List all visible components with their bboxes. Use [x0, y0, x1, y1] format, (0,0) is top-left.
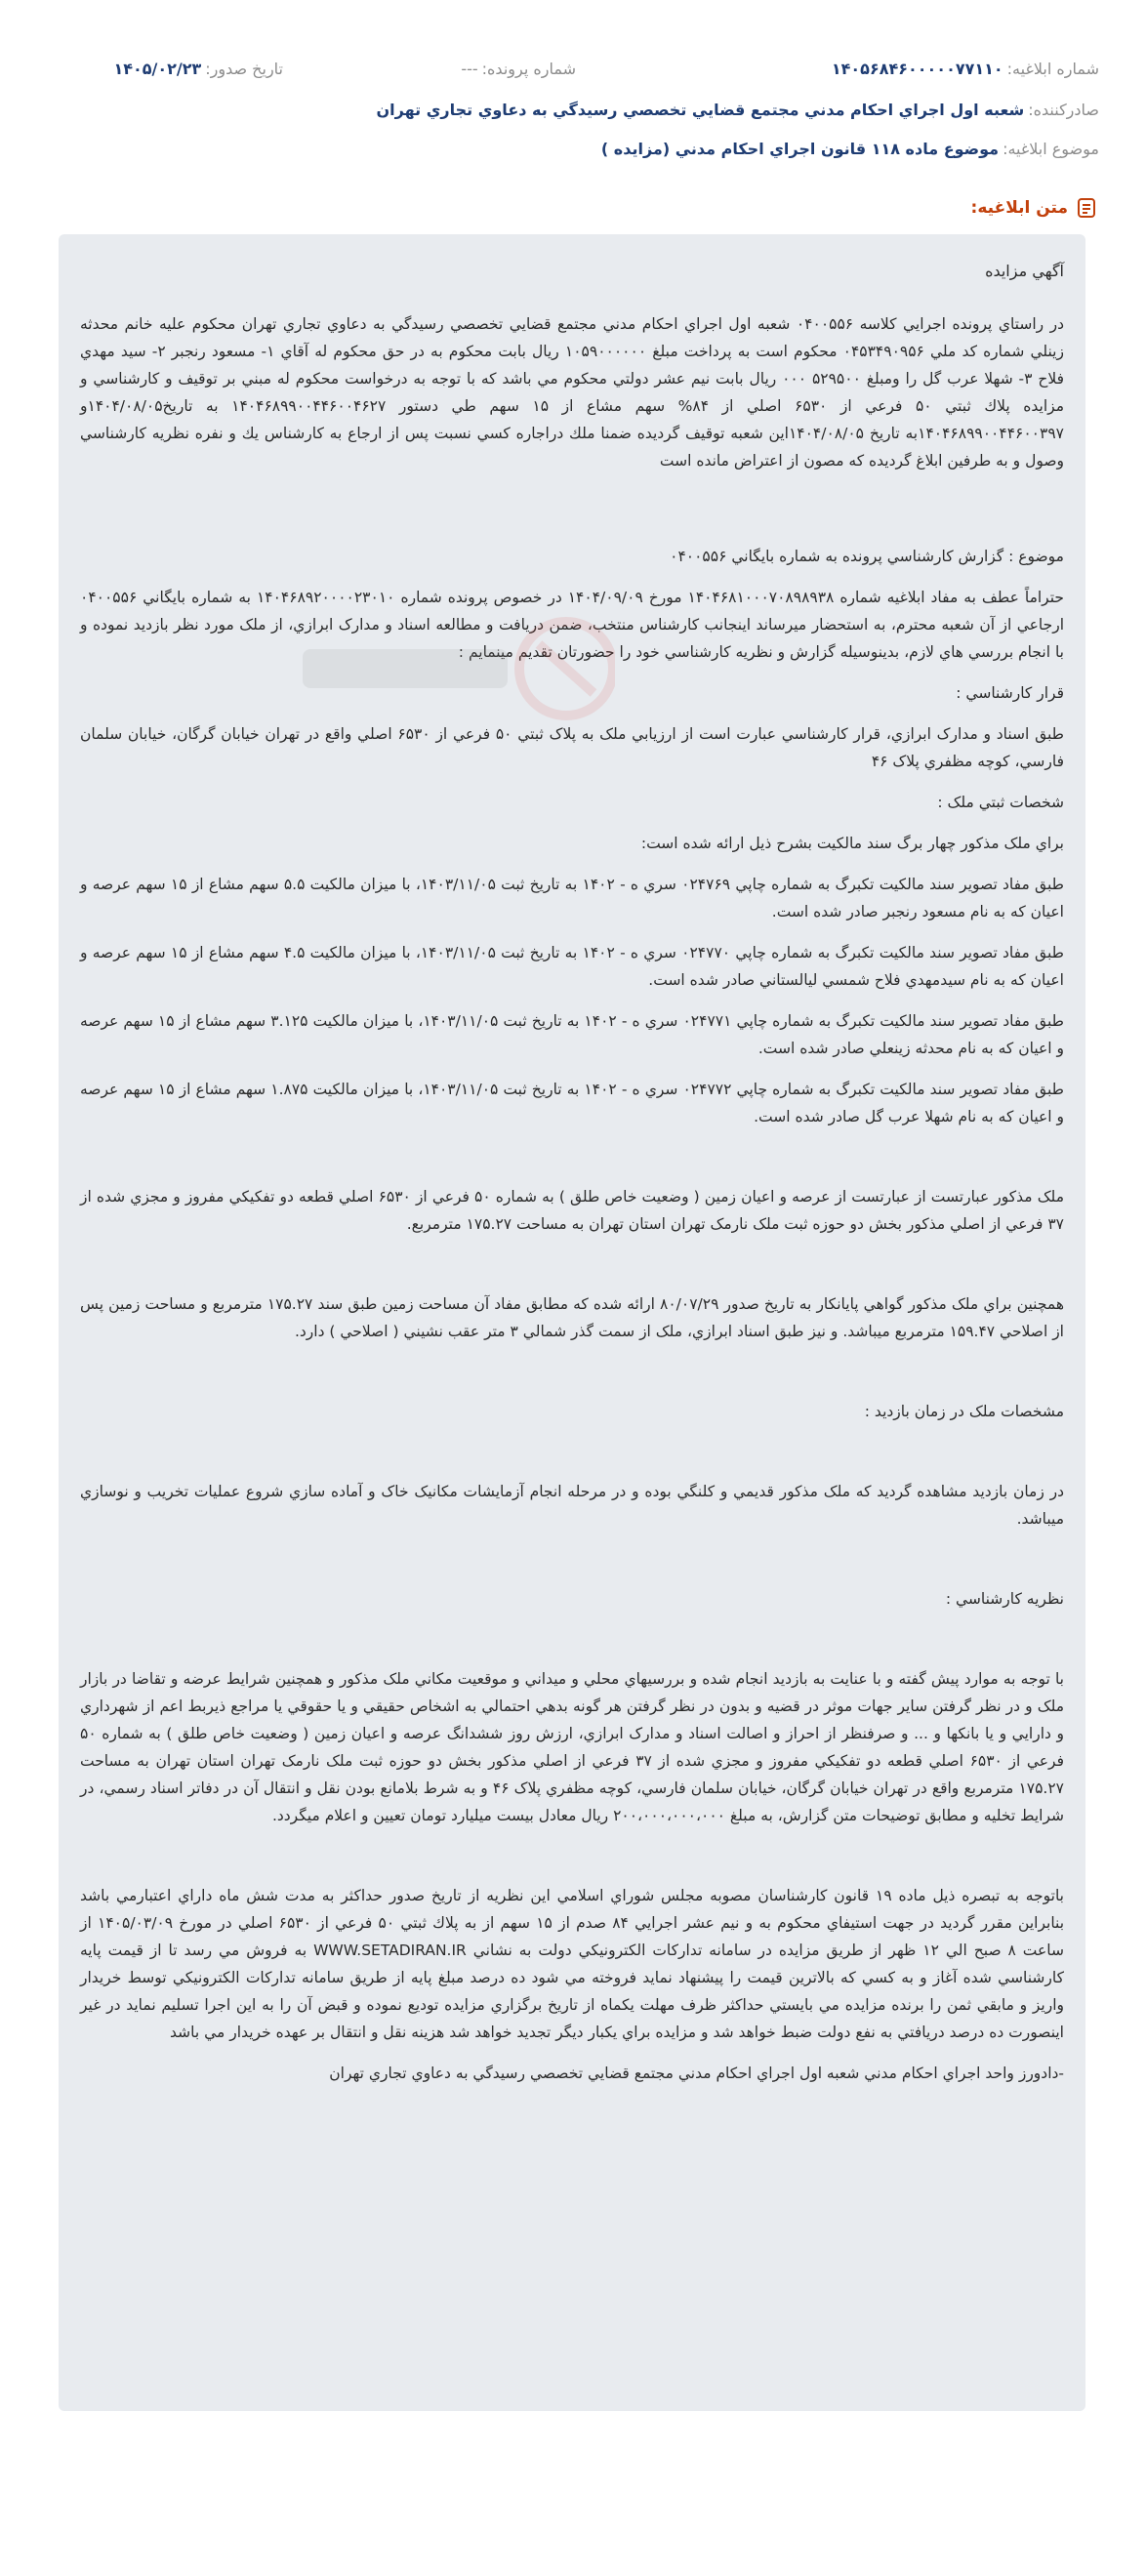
case-number-label: شماره پرونده: [481, 59, 576, 78]
issuer-value: شعبه اول اجراي احکام مدني مجتمع قضايي تخصصي رسيدگي به دعاوي تجاري تهران [376, 100, 1025, 119]
case-number-value: --- [461, 59, 478, 78]
issue-date-label: تاريخ صدور: [205, 59, 283, 78]
notice-paragraph: طبق مفاد تصوير سند مالکيت تکبرگ به شماره چاپي ۰۲۴۷۶۹ سري ه - ۱۴۰۲ به تاريخ ثبت ۱۴۰۳/۱۱/۰۵، با ميزان مالکيت ۵.۵ سهم مشاع از ۱۵ سهم عرصه و اعيان که به نام مسعود رنجبر صادر شده است. [80, 876, 1064, 920]
notice-paragraph: مشخصات ملک در زمان بازديد : [864, 1403, 1064, 1420]
notice-paragraph: -دادورز واحد اجراي احكام مدني شعبه اول اجراي احكام مدني مجتمع قضايي تخصصي رسيدگي به دعاوي تجاري تهران [329, 2065, 1064, 2082]
notice-paragraph: در راستاي پرونده اجرايي كلاسه ۰۴۰۰۵۵۶ شعبه اول اجراي احكام مدني مجتمع قضايي تخصصي رسيدگي به دعاوي تجاري تهران محكوم عليه خانم محدثه زينلي شماره كد ملي ۰۴۵۳۴۹۰۹۵۶ محكوم است به پرداخت مبلغ ۱۰۵۹۰۰۰۰۰۰ ريال بابت محكوم به در حق محکوم له آقاي ۱- مسعود رنجبر ۲- سيد مهدي فلاح ۳- شهلا عرب گل را ومبلغ ۵۲۹۵۰۰ ۰۰۰ ريال بابت نيم عشر دولتي محكوم مي باشد كه با توجه به درخواست محكوم له مبني بر توقيف و كارشناسي و مزايده پلاك ثبتي ۵۰ فرعي از ۶۵۳۰ اصلي از ۸۴% سهم مشاع از ۱۵ سهم طي دستور ۱۴۰۴۶۸۹۹۰۰۴۴۶۰۰۴۶۲۷ به تاريخ۱۴۰۴/۰۸/۰۵و ۱۴۰۴۶۸۹۹۰۰۴۴۶۰۰۳۹۷به تاريخ ۱۴۰۴/۰۸/۰۵اين شعبه توقيف گرديده ضمنا ملك دراجاره كسي نسبت پس از ارجاع به كارشناس يك و نفره نظريه كارشناسي وصول و به طرفين ابلاغ گرديده كه مصون از اعتراض مانده است [80, 315, 1064, 470]
header-meta-row [59, 49, 1099, 88]
notice-text-heading [971, 197, 1097, 219]
notice-paragraph: باتوجه به تبصره ذيل ماده ۱۹ قانون کارشناسان مصوبه مجلس شوراي اسلامي اين نظريه از تاريخ صدور حداکثر به مدت شش ماه داراي اعتبارمي باشد بنابراين مقرر گرديد در جهت استيفاي محكوم به و نيم عشر اجرايي ۸۴ صدم از ۱۵ سهم از به پلاك ثبتي ۵۰ فرعي از ۶۵۳۰ اصلي در مورخ ۱۴۰۵/۰۳/۰۹ از ساعت ۸ صبح الي ۱۲ ظهر از طريق مزايده در سامانه تداركات الكترونيكي دولت به نشاني WWW.SETADIRAN.IR به فروش مي رسد تا از قيمت پايه كارشناسي شده آغاز و به كسي كه بالاترين قيمت را پيشنهاد نمايد فروخته مي شود ده درصد مبلغ پايه از طريق سامانه تداركات الكترونيكي توسط خريدار واريز و مابقي ثمن را برنده مزايده مي بايستي حداكثر ظرف مهلت يكماه از تاريخ برگزاري مزايده توديع نموده و قبض آن را به اين اجرا تسليم نمايد در غير اينصورت ده درصد دريافتي به نفع دولت ضبط خواهد شد و مزايده براي يكبار ديگر تجديد خواهد شد هزينه نقل و انتقال بر عهده خريدار مي باشد [80, 1887, 1065, 2041]
notice-number-cell [576, 60, 1099, 78]
notice-paragraph: همچنين براي ملک مذکور گواهي پايانکار به تاريخ صدور ۸۰/۰۷/۲۹ ارائه شده که مطابق مفاد آن مساحت زمين طبق سند ۱۷۵.۲۷ مترمربع و مساحت زمين پس از اصلاحي ۱۵۹.۴۷ مترمربع ميباشد. و نيز طبق اسناد ابرازي، ملک از سمت گذر شمالي ۳ متر عقب نشيني ( اصلاحي ) دارد. [80, 1295, 1064, 1340]
notice-paragraph: نظريه کارشناسي : [945, 1590, 1064, 1608]
notice-paragraph: حتراماً عطف به مفاد ابلاغيه شماره ۱۴۰۴۶۸۱۰۰۰۷۰۸۹۸۹۳۸ مورخ ۱۴۰۴/۰۹/۰۹ در خصوص پرونده شماره ۱۴۰۴۶۸۹۲۰۰۰۰۲۳۰۱۰ به شماره بايگاني ۰۴۰۰۵۵۶ ارجاعي از آن شعبه محترم، به استحضار ميرساند اينجانب کارشناس منتخب، ضمن دريافت و مطالعه اسناد و مدارک ابرازي، از ملک مورد نظر بازديد نموده و با انجام بررسي هاي لازم، بدينوسيله گزارش و نظريه کارشناسي خود را حضورتان تقديم مينمايم : [80, 589, 1064, 661]
issue-date-value: ۱۴۰۵/۰۲/۲۳ [113, 59, 202, 78]
notice-paragraph: طبق مفاد تصوير سند مالکيت تکبرگ به شماره چاپي ۰۲۴۷۷۰ سري ه - ۱۴۰۲ به تاريخ ثبت ۱۴۰۳/۱۱/۰۵، با ميزان مالکيت ۴.۵ سهم مشاع از ۱۵ سهم عرصه و اعيان که به نام سيدمهدي فلاح شمسي ليالستاني صادر شده است. [80, 944, 1064, 989]
document-icon [1076, 197, 1097, 219]
notice-paragraph: در زمان بازديد مشاهده گرديد که ملک مذکور قديمي و کلنگي بوده و در مرحله انجام آزمايشات مکانيک خاک و آماده سازي شروع عمليات تخريب و نوسازي ميباشد. [80, 1483, 1064, 1528]
notice-paragraph: طبق اسناد و مدارک ابرازي، قرار کارشناسي عبارت است از ارزيابي ملک به پلاک ثبتي ۵۰ فرعي از ۶۵۳۰ اصلي واقع در تهران خيابان گرگان، خيابان سلمان فارسي، کوچه مظفري پلاک ۴۶ [80, 725, 1065, 770]
notice-paragraph: موضوع : گزارش کارشناسي پرونده به شماره بايگاني ۰۴۰۰۵۵۶ [670, 548, 1064, 565]
subject-row [59, 129, 1099, 168]
issue-date-cell [59, 60, 283, 78]
notice-text-title: متن ابلاغيه: [970, 198, 1068, 218]
case-number-cell [283, 60, 576, 78]
notice-paragraph: شخصات ثبتي ملک : [937, 794, 1064, 811]
issuer-label: صادرکننده: [1028, 100, 1099, 119]
notice-body [59, 234, 1085, 2411]
notice-paragraph: طبق مفاد تصوير سند مالکيت تکبرگ به شماره چاپي ۰۲۴۷۷۱ سري ه - ۱۴۰۲ به تاريخ ثبت ۱۴۰۳/۱۱/۰۵، با ميزان مالکيت ۳.۱۲۵ سهم مشاع از ۱۵ سهم عرصه و اعيان که به نام محدثه زينعلي صادر شده است. [80, 1012, 1064, 1057]
notice-paragraph: آگهي مزايده [985, 262, 1064, 280]
notice-paragraph: قرار کارشناسي : [956, 684, 1064, 702]
notice-paragraph: ملک مذکور عبارتست از عبارتست از عرصه و اعيان زمين ( وضعيت خاص طلق ) به شماره ۵۰ فرعي از ۶۵۳۰ اصلي قطعه دو تفکيکي مفروز و مجزي شده از ۳۷ فرعي از اصلي مذکور بخش دو حوزه ثبت ملک نارمک تهران استان تهران به مساحت ۱۷۵.۲۷ مترمربع. [80, 1188, 1064, 1233]
notice-paragraph: با توجه به موارد پيش گفته و با عنايت به بازديد انجام شده و بررسيهاي محلي و ميداني و موقعيت مکاني ملک مذکور و همچنين شرايط عرضه و تقاضا در بازار ملک و در نظر گرفتن ساير جهات موثر در قضيه و بدون در نظر گرفتن هر گونه بدهي احتمالي به اشخاص حقيقي و يا حقوقي يا مراجع ذيربط اعم از شهرداري و دارايي و يا بانکها و ... و صرفنظر از احراز و اصالت اسناد و مدارک ابرازي، ارزش روز ششدانگ عرصه و اعيان زمين ( وضعيت خاص طلق ) به شماره ۵۰ فرعي از ۶۵۳۰ اصلي قطعه دو تفکيکي مفروز و مجزي شده از ۳۷ فرعي از اصلي مذکور بخش دو حوزه ثبت ملک نارمک تهران استان تهران به مساحت ۱۷۵.۲۷ مترمربع واقع در تهران خيابان گرگان، خيابان سلمان فارسي، کوچه مظفري پلاک ۴۶ و به شرط بلامانع بودن نقل و انتقال آن در دفاتر اسناد رسمي، در شرايط تخليه و مطابق توضيحات متن گزارش، به مبلغ ۲۰۰،۰۰۰،۰۰۰،۰۰۰ ريال معادل بيست ميليارد تومان تعيين و اعلام ميگردد. [80, 1670, 1064, 1824]
notice-number-value: ۱۴۰۵۶۸۴۶۰۰۰۰۰۷۷۱۱۰ [831, 59, 1003, 78]
subject-value: موضوع ماده ۱۱۸ قانون اجراي احکام مدني (مزايده ) [600, 139, 1000, 158]
notice-paragraph: طبق مفاد تصوير سند مالکيت تکبرگ به شماره چاپي ۰۲۴۷۷۲ سري ه - ۱۴۰۲ به تاريخ ثبت ۱۴۰۳/۱۱/۰۵، با ميزان مالکيت ۱.۸۷۵ سهم مشاع از ۱۵ سهم عرصه و اعيان که به نام شهلا عرب گل صادر شده است. [80, 1081, 1064, 1125]
issuer-row [59, 90, 1099, 129]
notice-number-label: شماره ابلاغيه: [1006, 59, 1099, 78]
notice-paragraph: براي ملک مذکور چهار برگ سند مالکيت بشرح ذيل ارائه شده است: [640, 835, 1064, 852]
subject-label: موضوع ابلاغيه: [1003, 139, 1099, 158]
